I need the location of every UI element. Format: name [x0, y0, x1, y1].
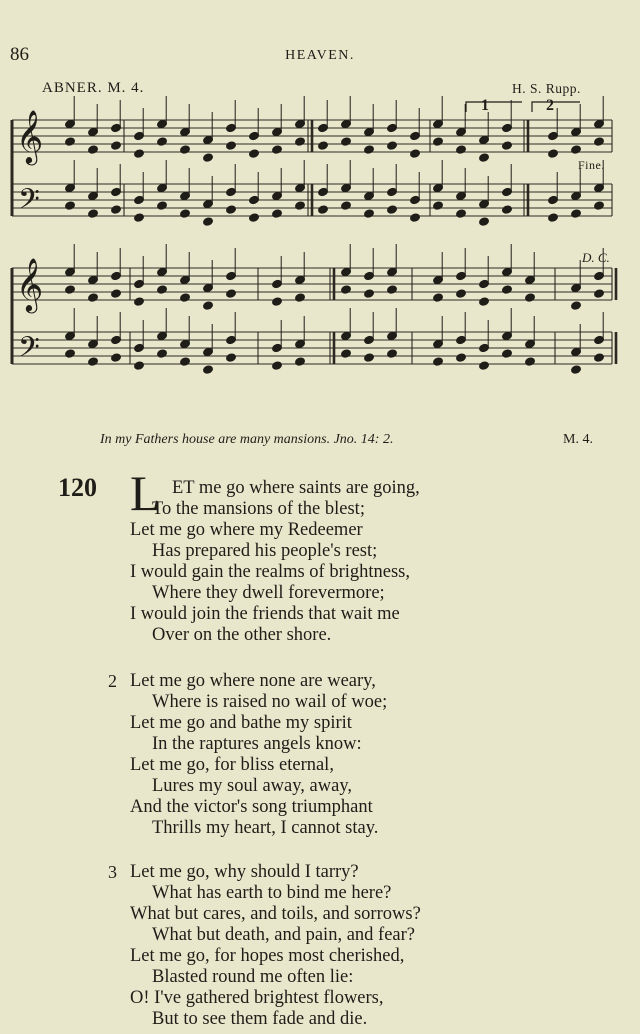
note-head [157, 201, 168, 211]
note-head [180, 293, 191, 303]
verse-line: Where is raised no wail of woe; [152, 692, 388, 712]
note-head [341, 137, 352, 147]
note-head [111, 353, 122, 363]
first-ending-bracket [466, 102, 522, 112]
note-head [341, 201, 352, 211]
note-head [249, 213, 260, 223]
note-head [272, 209, 283, 219]
note-head [364, 209, 375, 219]
note-head [433, 201, 444, 211]
note-head [134, 361, 145, 371]
note-head [226, 205, 237, 215]
verse-line: ET me go where saints are going, [172, 478, 420, 498]
note-head [88, 145, 99, 155]
note-head [502, 205, 513, 215]
verse-line: Blasted round me often lie: [152, 967, 354, 987]
note-head [410, 213, 421, 223]
composer: H. S. Rupp. [512, 81, 581, 96]
note-head [157, 349, 168, 359]
note-head [594, 137, 605, 147]
note-head [134, 149, 145, 159]
verse-number: 2 [108, 671, 117, 691]
note-head [594, 201, 605, 211]
note-head [433, 293, 444, 303]
note-head [571, 145, 582, 155]
note-head [203, 365, 214, 375]
verse-line: I would gain the realms of brightness, [130, 562, 411, 582]
note-head [502, 141, 513, 151]
note-head [341, 349, 352, 359]
note-head [502, 349, 513, 359]
note-head [88, 209, 99, 219]
bass-clef-icon: 𝄢 [18, 331, 40, 371]
note-head [295, 137, 306, 147]
second-ending-number: 2 [546, 97, 554, 114]
verse-line: Lures my soul away, away, [152, 776, 353, 796]
note-head [180, 145, 191, 155]
page-number: 86 [10, 44, 29, 65]
note-head [341, 285, 352, 295]
hymn-number: 120 [58, 473, 97, 502]
note-head [479, 217, 490, 227]
verse-line: I would join the friends that wait me [130, 604, 400, 624]
note-head [203, 153, 214, 163]
note-head [410, 149, 421, 159]
note-head [203, 301, 214, 311]
note-head [65, 201, 76, 211]
verse-line: In the raptures angels know: [152, 734, 362, 754]
note-head [433, 357, 444, 367]
dc-mark: D. C. [582, 250, 610, 265]
verse-line: What but death, and pain, and fear? [152, 925, 415, 945]
verse-number: 3 [108, 862, 117, 882]
note-head [548, 149, 559, 159]
first-ending-number: 1 [481, 97, 489, 114]
note-head [272, 297, 283, 307]
note-head [548, 213, 559, 223]
note-head [295, 293, 306, 303]
verse-line: Let me go and bathe my spirit [130, 713, 352, 733]
verse-line: And the victor's song triumphant [130, 797, 373, 817]
running-head: HEAVEN. [285, 48, 355, 63]
note-head [387, 141, 398, 151]
second-ending-bracket [532, 102, 580, 112]
note-head [525, 357, 536, 367]
note-head [571, 209, 582, 219]
note-head [479, 153, 490, 163]
note-head [456, 209, 467, 219]
bass-clef-icon: 𝄢 [18, 183, 40, 223]
verse-line: Where they dwell forevermore; [152, 583, 385, 603]
note-head [65, 285, 76, 295]
verse-line: To the mansions of the blest; [152, 499, 365, 519]
note-head [249, 149, 260, 159]
verse-line: Let me go, for bliss eternal, [130, 755, 334, 775]
note-head [226, 353, 237, 363]
verse-line: Let me go, for hopes most cherished, [130, 946, 405, 966]
note-head [502, 285, 513, 295]
note-head [525, 293, 536, 303]
note-head [456, 289, 467, 299]
note-head [65, 137, 76, 147]
note-head [318, 205, 329, 215]
treble-clef-icon: 𝄞 [16, 109, 44, 163]
fine-mark: Fine. [578, 158, 605, 172]
scripture-reference: In my Fathers house are many mansions. Jno. 14: 2. [100, 432, 394, 447]
verse-line: What but cares, and toils, and sorrows? [130, 904, 421, 924]
verse-line: Let me go, why should I tarry? [130, 862, 359, 882]
note-head [479, 361, 490, 371]
note-head [295, 201, 306, 211]
note-head [571, 365, 582, 375]
note-head [226, 141, 237, 151]
note-head [594, 353, 605, 363]
note-head [594, 289, 605, 299]
note-head [364, 353, 375, 363]
note-head [88, 293, 99, 303]
note-head [387, 205, 398, 215]
note-head [479, 297, 490, 307]
verse-line: Has prepared his people's rest; [152, 541, 378, 561]
note-head [88, 357, 99, 367]
treble-clef-icon: 𝄞 [16, 257, 44, 311]
note-head [180, 357, 191, 367]
verse-line: Thrills my heart, I cannot stay. [152, 818, 379, 838]
note-head [364, 145, 375, 155]
note-head [180, 209, 191, 219]
note-head [456, 353, 467, 363]
note-head [387, 285, 398, 295]
drop-cap: L [130, 465, 161, 521]
note-head [134, 213, 145, 223]
note-head [571, 301, 582, 311]
note-head [318, 141, 329, 151]
note-head [111, 141, 122, 151]
note-head [272, 361, 283, 371]
note-head [433, 137, 444, 147]
meter: M. 4. [563, 432, 593, 447]
note-head [157, 285, 168, 295]
tune-name: ABNER. M. 4. [42, 80, 145, 96]
music-score [0, 0, 640, 400]
note-head [203, 217, 214, 227]
verse-line: O! I've gathered brightest flowers, [130, 988, 384, 1008]
note-head [157, 137, 168, 147]
note-head [226, 289, 237, 299]
verse-line: What has earth to bind me here? [152, 883, 392, 903]
verse-line: Let me go where my Redeemer [130, 520, 363, 540]
note-head [295, 357, 306, 367]
note-head [272, 145, 283, 155]
verse-line: But to see them fade and die. [152, 1009, 368, 1029]
note-head [364, 289, 375, 299]
verse-line: Let me go where none are weary, [130, 671, 376, 691]
note-head [65, 349, 76, 359]
verse-line: Over on the other shore. [152, 625, 332, 645]
note-head [111, 289, 122, 299]
note-head [387, 349, 398, 359]
note-head [134, 297, 145, 307]
note-head [111, 205, 122, 215]
note-head [456, 145, 467, 155]
